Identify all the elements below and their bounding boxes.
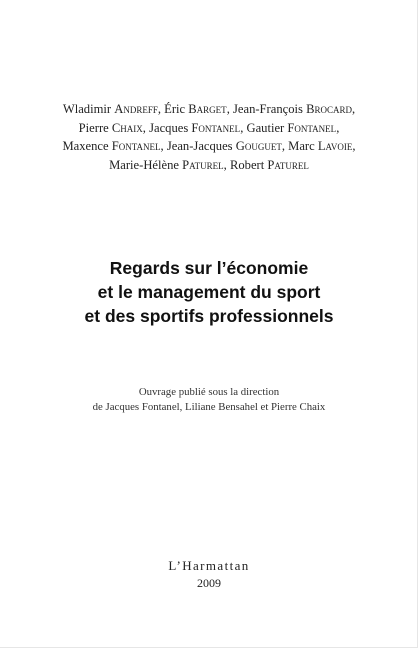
author-first-name: Jacques [149,120,192,135]
author-separator: , [226,102,233,116]
author-last-name: Barget [188,102,227,116]
author-first-name: Jean-Jacques [166,139,236,153]
author-last-name: Chaix [111,120,143,135]
author-last-name: Lavoie [317,139,353,153]
author-first-name: Éric [164,102,189,116]
author-first-name: Marie-Hélène [109,157,183,172]
book-title-line-2: et le management du sport [97,282,321,302]
author-separator: , [142,120,150,135]
author-separator: , [240,120,247,135]
author-separator: , [157,102,165,116]
author-first-name: Robert [229,157,268,172]
book-title-line-3: et des sportifs professionnels [84,306,334,326]
author-first-name: Pierre [78,120,112,135]
author-last-name: Fontanel [191,120,241,135]
author-line-2 [0,119,418,138]
author-line-1 [0,100,418,119]
editorial-direction-line-1: Ouvrage publié sous la direction [138,386,280,398]
author-first-name: Jean-François [232,102,307,116]
author-last-name: Fontanel [111,139,161,153]
author-last-name: Paturel [267,157,309,172]
author-first-name: Gautier [246,120,288,135]
author-last-name: Brocard [306,102,352,116]
author-last-name: Paturel [182,157,224,172]
author-separator: , [281,139,289,153]
editorial-direction-line-2: de Jacques Fontanel, Liliane Bensahel et Pierre Chaix [92,401,326,413]
author-last-name: Gouguet [235,139,282,153]
publisher-name: L’Harmattan [168,558,250,573]
author-separator: , [223,157,230,172]
editorial-direction [0,385,418,415]
book-title-line-1: Regards sur l’économie [109,258,309,278]
author-first-name: Wladimir [62,102,115,116]
author-first-name: Maxence [62,139,112,153]
author-separator: , [352,102,356,116]
author-first-name: Marc [288,139,318,153]
author-last-name: Fontanel [287,120,337,135]
publication-year: 2009 [197,576,221,590]
author-separator: , [352,139,356,153]
author-line-4 [0,156,418,175]
author-separator: , [336,120,340,135]
book-title [0,256,418,328]
author-list [0,100,418,174]
author-last-name: Andreff [114,102,158,116]
author-line-3 [0,137,418,156]
author-separator: , [160,139,167,153]
